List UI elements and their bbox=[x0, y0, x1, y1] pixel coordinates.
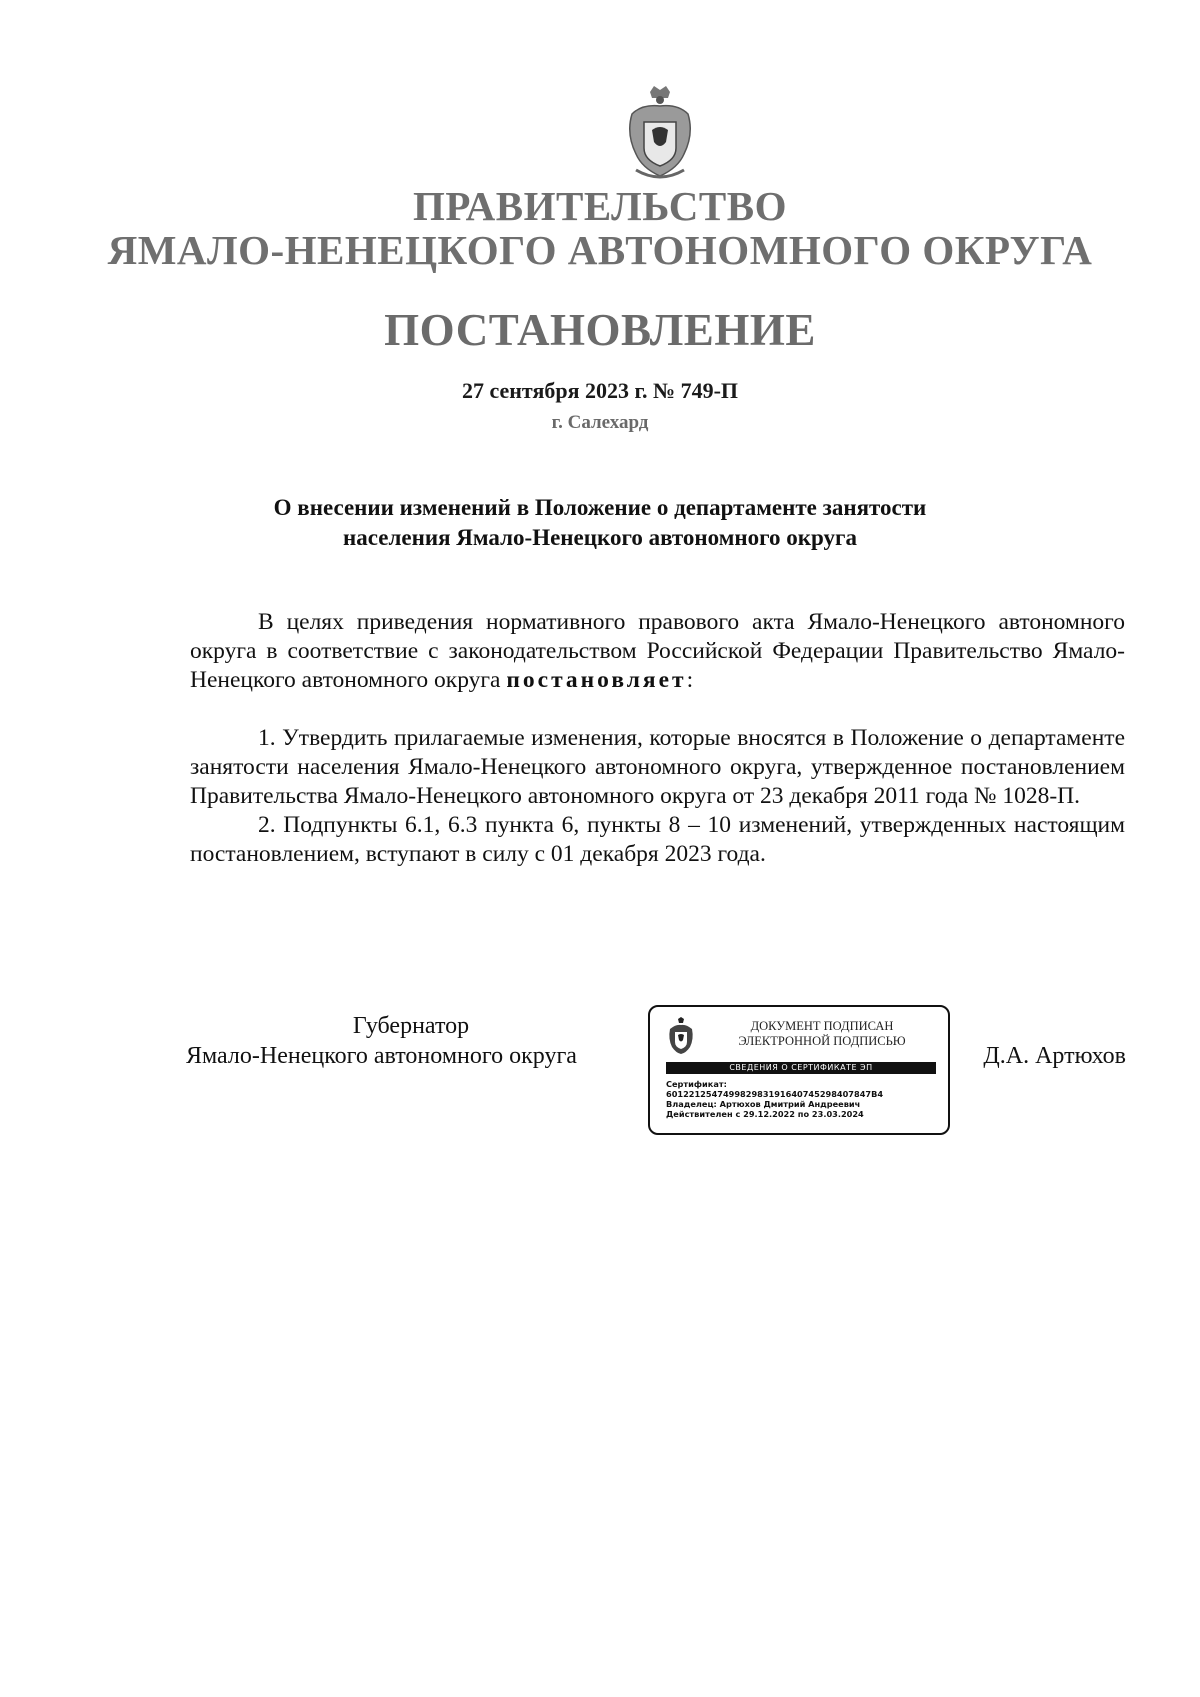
resolution-item-1: 1. Утвердить прилагаемые изменения, которые вносятся в Положение о департаменте занятости населения Ямало-Ненецкого автономного округа, утвержденное постановлением Правительства Ямало-Ненецкого автономного округа от 23 декабря 2011 года № 1028-П. bbox=[190, 725, 1125, 809]
electronic-signature-stamp bbox=[648, 1005, 950, 1135]
stamp-heading-line1: ДОКУМЕНТ ПОДПИСАН bbox=[750, 1019, 894, 1033]
signatory-role-line2: Ямало-Ненецкого автономного округа bbox=[186, 1043, 577, 1069]
signatory-position bbox=[186, 1011, 636, 1071]
resolves-word: постановляет bbox=[506, 667, 687, 693]
stamp-owner: Владелец: Артюхов Дмитрий Андреевич bbox=[666, 1099, 861, 1109]
preamble-colon: : bbox=[686, 667, 694, 693]
stamp-certificate-bar: СВЕДЕНИЯ О СЕРТИФИКАТЕ ЭП bbox=[666, 1062, 936, 1074]
resolution-item-2: 2. Подпункты 6.1, 6.3 пункта 6, пункты 8 – 10 изменений, утвержденных настоящим постановлением, вступают в силу с 01 декабря 2023 года. bbox=[190, 812, 1125, 867]
stamp-cert-label: Сертификат: bbox=[666, 1079, 727, 1089]
stamp-certificate-details bbox=[666, 1079, 946, 1119]
stamp-heading bbox=[702, 1019, 942, 1049]
subject-line2: населения Ямало-Ненецкого автономного округа bbox=[343, 525, 857, 550]
document-subject bbox=[0, 493, 1200, 553]
preamble-paragraph bbox=[190, 608, 1125, 695]
signer-name: Д.А. Артюхов bbox=[983, 1043, 1126, 1069]
document-date-number: 27 сентября 2023 г. № 749-П bbox=[461, 378, 739, 403]
subject-line1: О внесении изменений в Положение о департаменте занятости bbox=[273, 495, 927, 520]
stamp-cert-number: 601221254749982983191640745298407847В4 bbox=[666, 1089, 884, 1099]
document-city: г. Салехард bbox=[551, 412, 649, 433]
document-type-heading: ПОСТАНОВЛЕНИЕ bbox=[384, 305, 816, 355]
preamble-text: В целях приведения нормативного правового акта Ямало-Ненецкого автономного округа в соответствие с законодательством Российской Федерации Правительство Ямало-Ненецкого автономного округа bbox=[190, 609, 1125, 693]
stamp-heading-line2: ЭЛЕКТРОННОЙ ПОДПИСЬЮ bbox=[738, 1034, 906, 1048]
signatory-role-line1: Губернатор bbox=[352, 1013, 470, 1039]
stamp-validity: Действителен с 29.12.2022 по 23.03.2024 bbox=[666, 1109, 864, 1119]
government-title-line2: ЯМАЛО-НЕНЕЦКОГО АВТОНОМНОГО ОКРУГА bbox=[107, 227, 1093, 273]
resolution-items bbox=[190, 724, 1125, 869]
stamp-emblem-icon bbox=[666, 1017, 696, 1055]
coat-of-arms-emblem bbox=[622, 84, 698, 184]
government-title-line1: ПРАВИТЕЛЬСТВО bbox=[412, 183, 788, 229]
